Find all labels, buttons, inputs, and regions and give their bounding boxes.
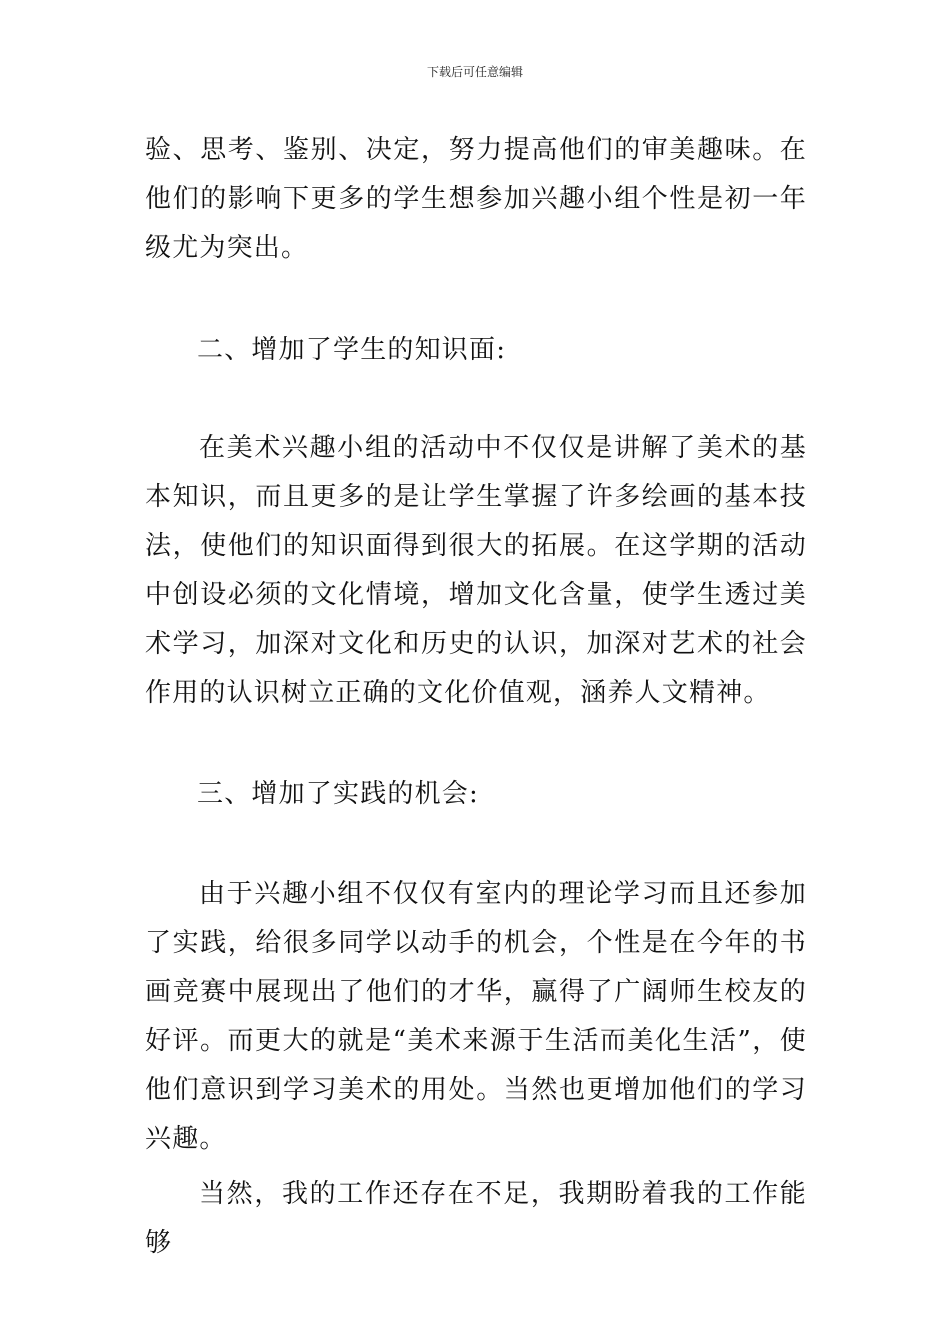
- section-heading-knowledge: 二、增加了学生的知识面:: [197, 335, 507, 365]
- page-header: 下载后可任意编辑: [426, 65, 523, 79]
- section-heading-practice: 三、增加了实践的机会:: [197, 779, 479, 809]
- paragraph-shortcomings: 当然，我的工作还存在不足，我期盼着我的工作能够: [145, 1179, 807, 1258]
- paragraph-practice: 由于兴趣小组不仅仅有室内的理论学习而且还参加了实践，给很多同学以动手的机会，个性是在今年的书画竞赛中展现出了他们的才华，赢得了广阔师生校友的好评。而更大的就是“美术来源于生活而美化生活”，使他们意识到学习美术的用处。当然也更增加他们的学习兴趣。: [145, 879, 807, 1154]
- paragraph-aesthetic-continuation: 验、思考、鉴别、决定，努力提高他们的审美趣味。在他们的影响下更多的学生想参加兴趣小组个性是初一年级尤为突出。: [145, 135, 807, 263]
- paragraph-knowledge: 在美术兴趣小组的活动中不仅仅是讲解了美术的基本知识，而且更多的是让学生掌握了许多绘画的基本技法，使他们的知识面得到很大的拓展。在这学期的活动中创设必须的文化情境，增加文化含量，使学生透过美术学习，加深对文化和历史的认识，加深对艺术的社会作用的认识树立正确的文化价值观，涵养人文精神。: [145, 433, 807, 708]
